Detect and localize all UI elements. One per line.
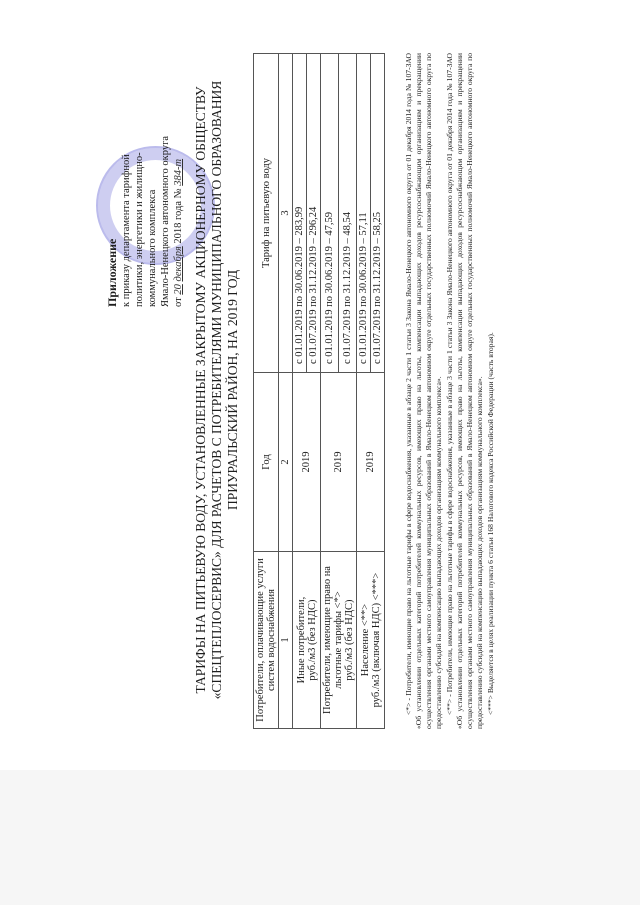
footnotes <box>404 53 497 729</box>
appendix-block <box>106 52 185 307</box>
rotated-document-page <box>88 45 640 735</box>
consumer-name: Иные потребители, <box>295 596 307 684</box>
table-row <box>293 54 307 729</box>
consumer-unit: руб./м3 (без НДС) <box>344 599 355 681</box>
column-number: 1 <box>279 552 293 729</box>
date-year: 2018 года № <box>173 188 184 244</box>
appendix-line: Ямало-Ненецкого автономного округа <box>160 135 171 307</box>
year-cell: 2019 <box>293 373 321 552</box>
footnote: <**> - Потребители, имеющие право на льготные тарифы в сфере водоснабжения, указанные в абзаце 3 части 1 статьи 3 Закона Ямало-Ненецкого автономного округа от 01 декабря 2014 года № 107-ЗАО «Об установлении отдельных категорий потребителей коммунальных ресурсов, имеющих право на льготы, компенсации выпадающих доходов ресурсоснабжающим организациям и прекращении осуществления органами местного самоуправления муниципальных образований в Ямало-Ненецком автономном округе отдельных государственных полномочий Ямало-Ненецкого автономного округа по предоставлению субсидий на компенсацию выпадающих доходов организациям коммунального комплекса». <box>445 53 484 729</box>
consumer-cell <box>357 552 385 729</box>
consumer-name: Население <**> <box>359 603 371 677</box>
scan-margin <box>0 770 640 905</box>
date-month: декабря <box>173 246 184 282</box>
rate-cell: с 01.07.2019 по 31.12.2019 – 58,25 <box>371 54 385 373</box>
table-row <box>321 54 339 729</box>
date-prefix: от <box>173 297 184 307</box>
rate-cell: с 01.01.2019 по 30.06.2019 – 283,99 <box>293 54 307 373</box>
appendix-line: коммунального комплекса <box>147 189 158 307</box>
date-day: 20 <box>173 284 184 295</box>
consumer-cell <box>321 552 357 729</box>
rate-cell: с 01.07.2019 по 31.12.2019 – 48,54 <box>339 54 357 373</box>
table-row <box>357 54 371 729</box>
appendix-line: политики, энергетики и жилищно- <box>134 152 145 307</box>
table-header-row <box>254 54 279 729</box>
rate-cell: с 01.01.2019 по 30.06.2019 – 47,59 <box>321 54 339 373</box>
appendix-line: к приказу департамента тарифной <box>121 154 132 307</box>
footnote: <*> - Потребители, имеющие право на льготные тарифы в сфере водоснабжения, указанные в абзаце 2 части 1 статьи 3 Закона Ямало-Ненецкого автономного округа от 01 декабря 2014 года № 107-ЗАО «Об установлении отдельных категорий потребителей коммунальных ресурсов, имеющих право на льготы, компенсации выпадающих доходов ресурсоснабжающим организациям и прекращении осуществления органами местного самоуправления муниципальных образований в Ямало-Ненецком автономном округе отдельных государственных полномочий Ямало-Ненецкого автономного округа по предоставлению субсидий на компенсацию выпадающих доходов организациям коммунального комплекса». <box>404 53 443 729</box>
footnote: <***> Выделяется в целях реализации пункта 6 статьи 168 Налогового кодекса Российской Федерации (часть вторая). <box>486 332 495 715</box>
title-line: «СПЕЦТЕПЛОСЕРВИС» ДЛЯ РАСЧЕТОВ С ПОТРЕБИТЕЛЯМИ МУНИЦИПАЛЬНОГО ОБРАЗОВАНИЯ <box>209 80 224 700</box>
year-cell: 2019 <box>357 373 385 552</box>
table-number-row <box>279 54 293 729</box>
header-tariff: Тариф на питьевую воду <box>254 54 279 373</box>
consumer-unit: руб./м3 (без НДС) <box>306 599 318 681</box>
title-line: ТАРИФЫ НА ПИТЬЕВУЮ ВОДУ, УСТАНОВЛЕННЫЕ ЗАКРЫТОМУ АКЦИОНЕРНОМУ ОБЩЕСТВУ <box>193 86 208 694</box>
header-consumers: Потребители, оплачивающие услуги систем водоснабжения <box>254 552 279 729</box>
document-title <box>193 55 241 725</box>
consumer-name: Потребители, имеющие право на льготные тарифы <*> <box>322 566 344 714</box>
rate-cell: с 01.07.2019 по 31.12.2019 – 296,24 <box>307 54 321 373</box>
consumer-unit: руб./м3 (включая НДС) <***> <box>370 572 382 708</box>
column-number: 2 <box>279 373 293 552</box>
column-number: 3 <box>279 54 293 373</box>
appendix-title: Приложение <box>105 238 119 307</box>
tariff-table <box>253 53 385 729</box>
order-number: 384-т <box>173 158 184 186</box>
appendix-date <box>172 52 185 307</box>
year-cell: 2019 <box>321 373 357 552</box>
consumer-cell <box>293 552 321 729</box>
rate-cell: с 01.01.2019 по 30.06.2019 – 57,11 <box>357 54 371 373</box>
title-line: ПРИУРАЛЬСКИЙ РАЙОН, НА 2019 ГОД <box>225 269 240 511</box>
header-year: Год <box>254 373 279 552</box>
